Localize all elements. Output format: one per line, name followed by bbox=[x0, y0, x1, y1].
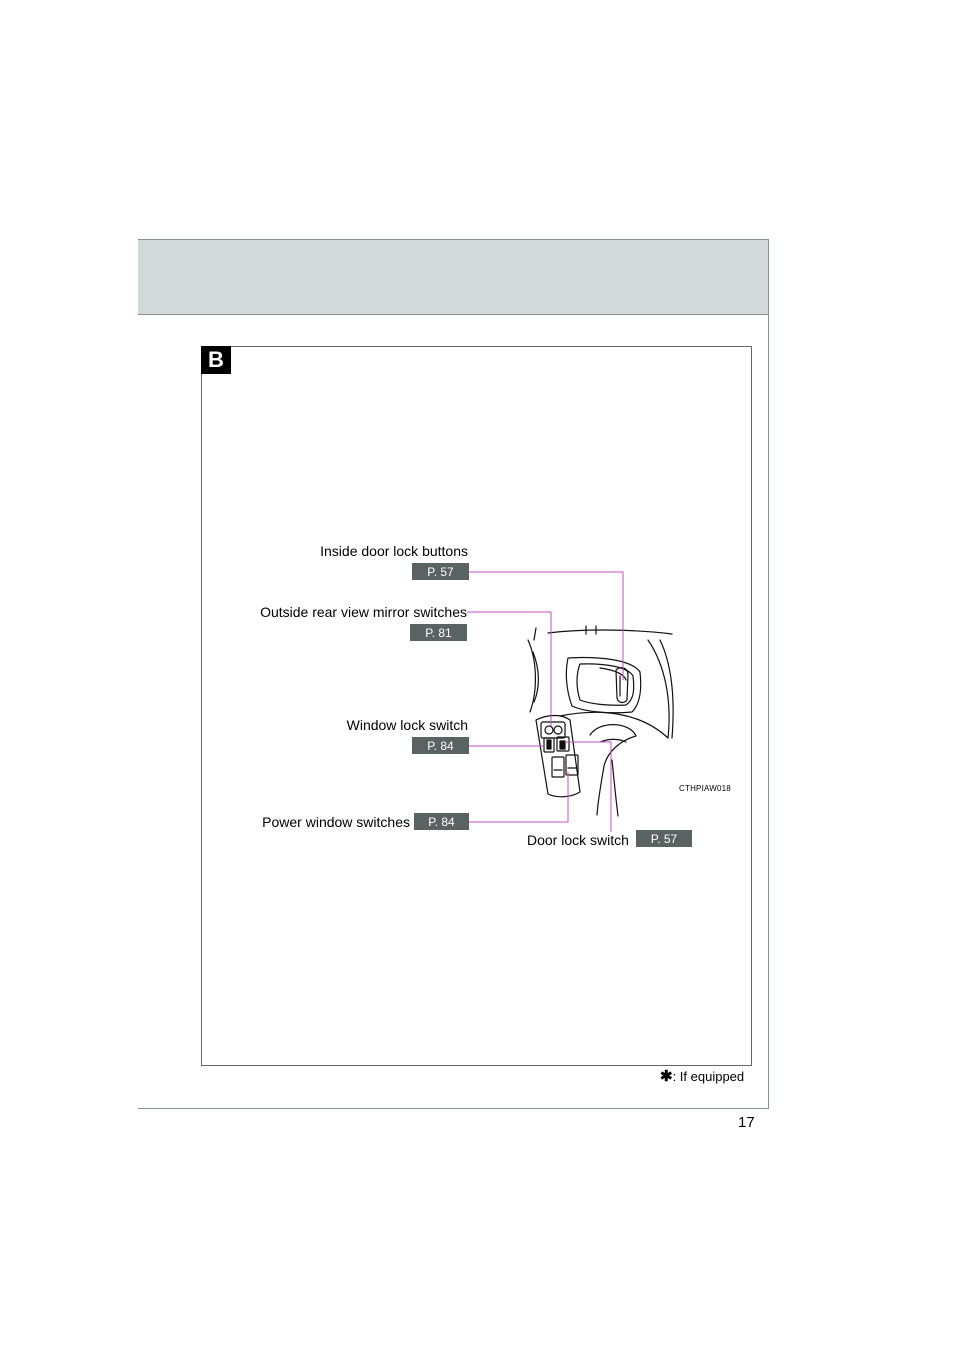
footnote bbox=[660, 1067, 744, 1085]
page-number: 17 bbox=[738, 1114, 755, 1131]
callout-ref-outside-mirror[interactable]: P. 81 bbox=[410, 624, 467, 641]
callout-label-window-lock: Window lock switch bbox=[346, 717, 468, 733]
callout-ref-inside-door-lock[interactable]: P. 57 bbox=[412, 563, 469, 580]
callout-ref-window-lock[interactable]: P. 84 bbox=[412, 737, 469, 754]
callout-ref-power-window[interactable]: P. 84 bbox=[414, 813, 469, 830]
callout-label-inside-door-lock: Inside door lock buttons bbox=[320, 543, 468, 559]
callout-label-door-lock: Door lock switch bbox=[527, 832, 629, 848]
asterisk-icon: ✱ bbox=[660, 1068, 673, 1085]
callout-ref-door-lock[interactable]: P. 57 bbox=[636, 830, 692, 847]
callout-label-power-window: Power window switches bbox=[262, 814, 410, 830]
callout-label-outside-mirror: Outside rear view mirror switches bbox=[260, 604, 467, 620]
door-panel-drawing bbox=[528, 626, 673, 816]
illustration-code: CTHPIAW018 bbox=[679, 784, 731, 793]
section-badge: B bbox=[201, 346, 231, 374]
footnote-text: : If equipped bbox=[672, 1069, 745, 1084]
